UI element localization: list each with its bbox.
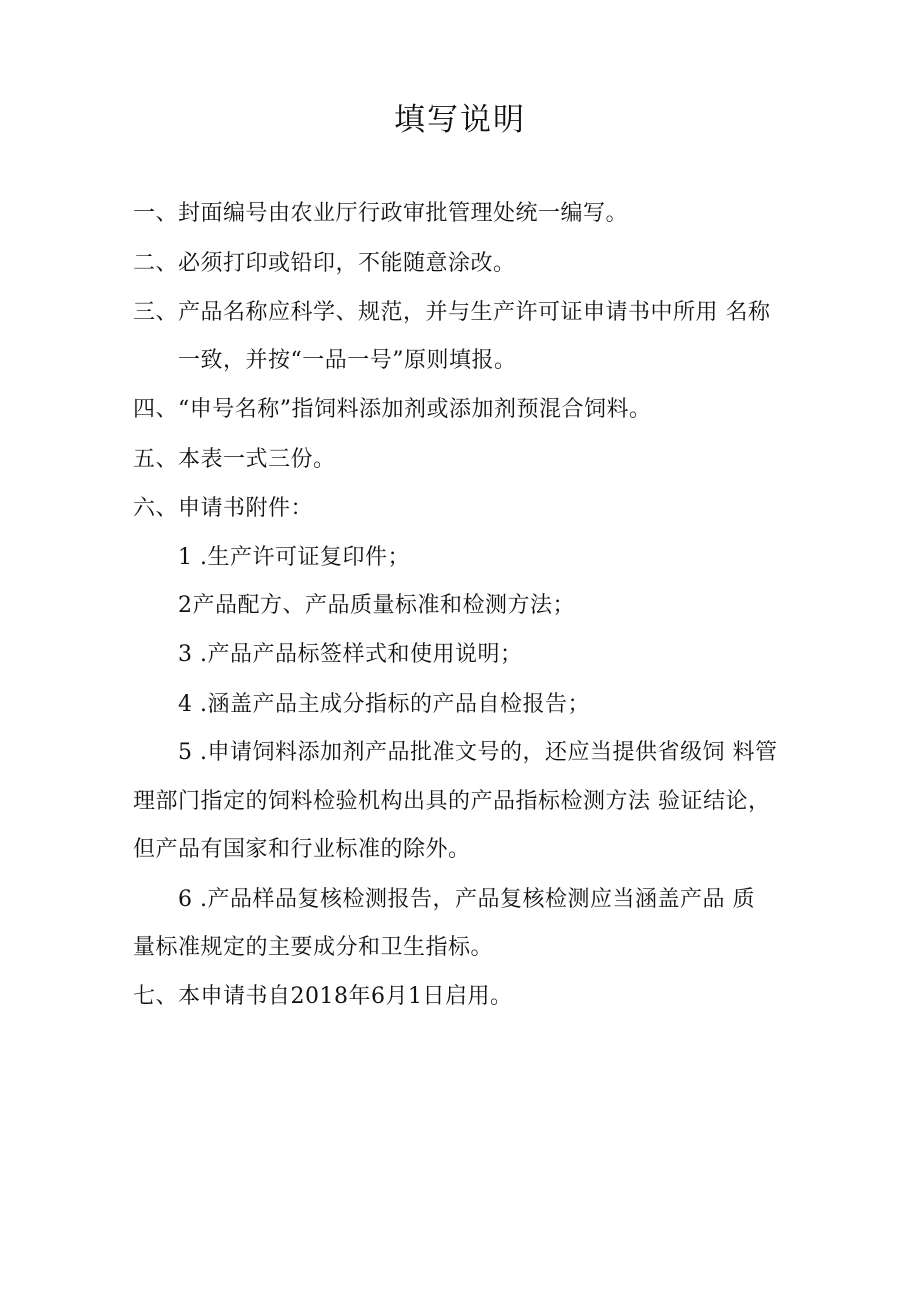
instruction-item-4: 四、“申号名称”指饲料添加剂或添加剂预混合饲料。 [133,397,652,422]
attachment-item-4: 4 .涵盖产品主成分指标的产品自检报告； [178,692,590,717]
attachment-item-3: 3 .产品产品标签样式和使用说明； [178,642,523,667]
attachment-item-5-continued-1: 理部门指定的饲料检验机构出具的产品指标检测方法 验证结论， [133,789,771,814]
attachment-item-5-continued-2: 但产品有国家和行业标准的除外。 [133,837,471,862]
instruction-item-6: 六、申请书附件： [133,496,314,521]
attachment-item-6-continued: 量标准规定的主要成分和卫生指标。 [133,935,494,960]
page-title: 填写说明 [394,102,526,138]
instruction-item-7: 七、本申请书自2018年6月1日启用。 [133,984,513,1009]
instruction-item-3: 三、产品名称应科学、规范，并与生产许可证申请书中所用 名称 [133,300,771,325]
instruction-item-5: 五、本表一式三份。 [133,447,336,472]
attachment-item-1: 1 .生产许可证复印件； [178,545,410,570]
attachment-item-2: 2产品配方、产品质量标准和检测方法； [178,593,575,618]
attachment-item-5: 5 .申请饲料添加剂产品批准文号的，还应当提供省级饲 料管 [178,740,778,765]
instruction-item-2: 二、必须打印或铅印，不能随意涂改。 [133,251,516,276]
instruction-item-3-continued: 一致，并按“一品一号”原则填报。 [178,348,517,373]
instruction-item-1: 一、封面编号由农业厅行政审批管理处统一编写。 [133,201,629,226]
attachment-item-6: 6 .产品样品复核检测报告，产品复核检测应当涵盖产品 质 [178,887,755,912]
